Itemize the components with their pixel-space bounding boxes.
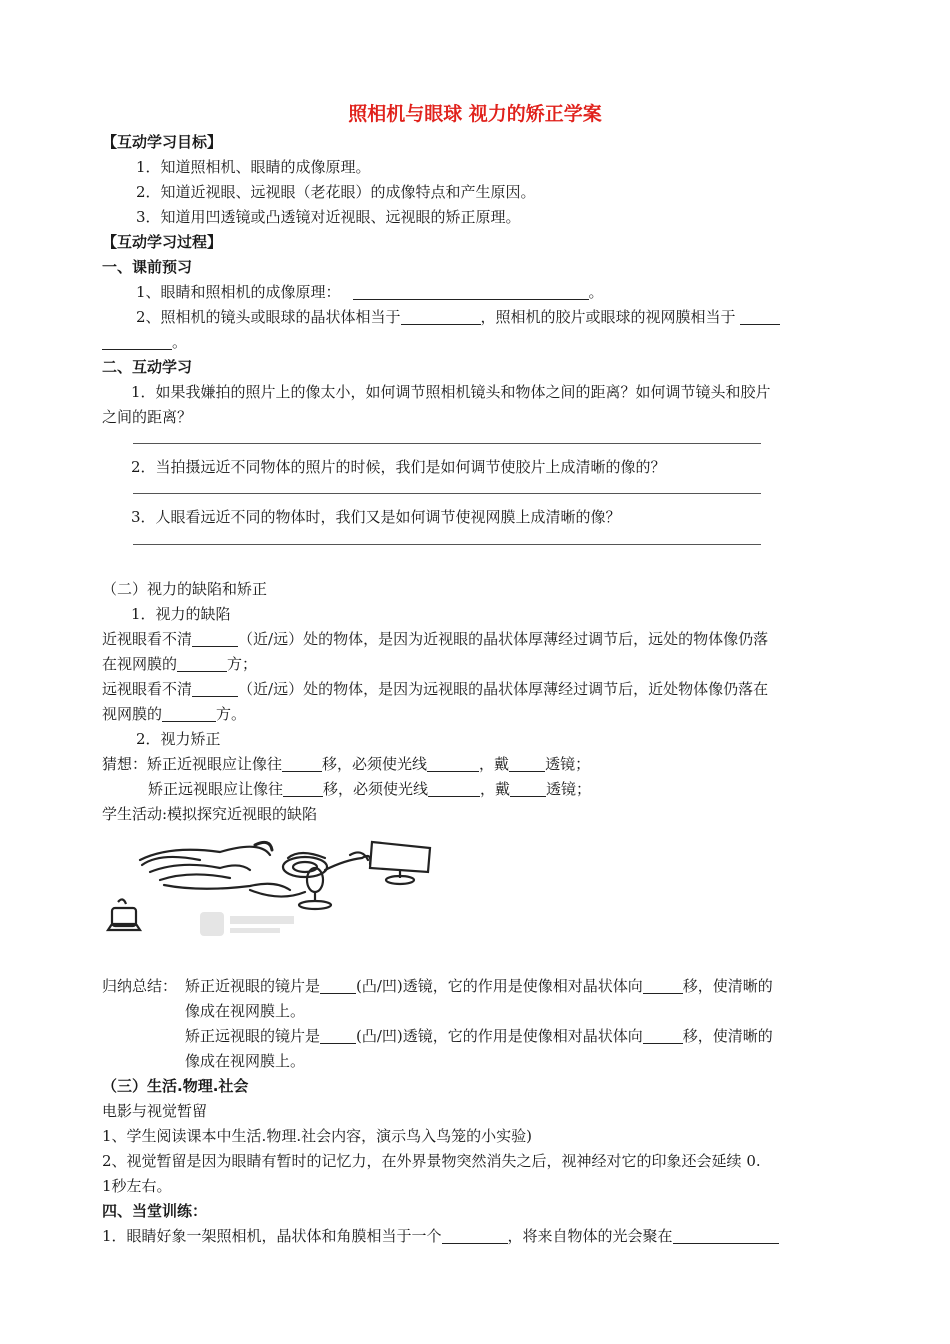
process-heading: 【互动学习过程】: [102, 233, 223, 251]
preview-q2-cont: [102, 331, 187, 353]
life-item-2-line2: 1秒左右。: [102, 1177, 172, 1195]
sum2-text-a: 矫正远视眼的镜片是: [185, 1027, 321, 1045]
training-heading: 四、当堂训练：: [102, 1202, 208, 1220]
preview-q1: [136, 281, 604, 303]
sum1-text-b: (凸/凹)透镜，它的作用是使像相对晶状体向: [356, 977, 643, 995]
answer-blank[interactable]: [353, 283, 589, 300]
vision-heading: （二）视力的缺陷和矫正: [102, 580, 268, 598]
candle-icon: [108, 899, 140, 930]
watermark-logo: [200, 912, 294, 936]
vision-sub1: 1．视力的缺陷: [131, 605, 231, 623]
interactive-q1-line1: 1．如果我嫌拍的照片上的像太小，如何调节照相机镜头和物体之间的距离？如何调节镜头和胶片: [131, 383, 771, 401]
objective-item-2: 2．知道近视眼、远视眼（老花眼）的成像特点和产生原因。: [136, 183, 536, 201]
answer-line[interactable]: [133, 544, 761, 545]
myopia-experiment-figure: [100, 830, 440, 945]
myopia-text-b: （近/远）处的物体，是因为近视眼的晶状体厚薄经过调节后，远处的物体像仍落: [238, 630, 769, 648]
myopia-line2: [102, 653, 257, 675]
interactive-q2: 2．当拍摄远近不同物体的照片的时候，我们是如何调节使胶片上成清晰的像的？: [131, 458, 666, 476]
guess1-text-b: 移，必须使光线: [322, 755, 428, 773]
hyperopia-text-d: 方。: [216, 705, 247, 723]
vision-sub2: 2．视力矫正: [136, 730, 221, 748]
answer-blank[interactable]: [320, 1027, 356, 1044]
answer-line[interactable]: [133, 493, 761, 494]
answer-blank[interactable]: [102, 333, 172, 350]
objective-item-3: 3．知道用凹透镜或凸透镜对近视眼、远视眼的矫正原理。: [136, 208, 521, 226]
preview-q2-text-a: 2、照相机的镜头或眼球的晶状体相当于: [136, 308, 401, 326]
answer-blank[interactable]: [509, 755, 545, 772]
answer-blank[interactable]: [401, 308, 481, 325]
page-title: 照相机与眼球 视力的矫正学案: [348, 103, 602, 125]
student-activity: 学生活动:模拟探究近视眼的缺陷: [102, 805, 318, 823]
answer-blank[interactable]: [192, 630, 238, 647]
guess2-text-d: 透镜；: [546, 780, 592, 798]
summary-line2-cont: 像成在视网膜上。: [185, 1052, 306, 1070]
guess-line1: [102, 753, 590, 775]
preview-q2-text-b: ，照相机的胶片或眼球的视网膜相当于: [480, 308, 736, 326]
life-item-1: 1、学生阅读课本中生活.物理.社会内容，演示鸟入鸟笼的小实验): [102, 1127, 532, 1145]
hyperopia-text-c: 视网膜的: [102, 705, 163, 723]
answer-blank[interactable]: [510, 780, 546, 797]
interactive-heading: 二、互动学习: [102, 358, 193, 376]
answer-blank[interactable]: [282, 755, 322, 772]
hyperopia-line1: [102, 678, 768, 700]
myopia-text-a: 近视眼看不清: [102, 630, 193, 648]
sum2-text-b: (凸/凹)透镜，它的作用是使像相对晶状体向: [356, 1027, 643, 1045]
training-q1-text-b: ，将来自物体的光会聚在: [507, 1227, 673, 1245]
answer-blank[interactable]: [192, 680, 238, 697]
answer-blank[interactable]: [283, 780, 323, 797]
preview-heading: 一、课前预习: [102, 258, 193, 276]
answer-blank[interactable]: [427, 755, 479, 772]
interactive-q3: 3．人眼看远近不同的物体时，我们又是如何调节使视网膜上成清晰的像？: [131, 508, 621, 526]
lens-stand: [299, 868, 331, 909]
training-q1-text-a: 1．眼睛好象一架照相机，晶状体和角膜相当于一个: [102, 1227, 442, 1245]
life-subtitle: 电影与视觉暂留: [102, 1102, 208, 1120]
myopia-text-d: 方；: [227, 655, 258, 673]
guess-line2: [148, 778, 591, 800]
objectives-heading: 【互动学习目标】: [102, 133, 223, 151]
screen-icon: [370, 842, 430, 884]
guess1-text-d: 透镜；: [545, 755, 591, 773]
life-item-2-line1: 2、视觉暂留是因为眼睛有暂时的记忆力，在外界景物突然消失之后，视神经对它的印象还会延续 0.: [102, 1152, 761, 1170]
guess2-text-b: 移，必须使光线: [323, 780, 429, 798]
sum1-text-a: 矫正近视眼的镜片是: [185, 977, 321, 995]
life-heading: （三）生活.物理.社会: [102, 1077, 249, 1095]
answer-blank[interactable]: [740, 308, 780, 325]
preview-q2-end: 。: [172, 333, 188, 351]
answer-blank[interactable]: [177, 655, 227, 672]
preview-q1-end: 。: [588, 283, 604, 301]
answer-line[interactable]: [133, 443, 761, 444]
objective-item-1: 1．知道照相机、眼睛的成像原理。: [136, 158, 371, 176]
myopia-line1: [102, 628, 768, 650]
sum1-text-c: 移，使清晰的: [682, 977, 773, 995]
summary-label: 归纳总结：: [102, 977, 178, 995]
answer-blank[interactable]: [320, 977, 356, 994]
preview-q2: [136, 306, 780, 328]
summary-line1-cont: 像成在视网膜上。: [185, 1002, 306, 1020]
answer-blank[interactable]: [162, 705, 216, 722]
eye-model-sketch: [140, 842, 370, 896]
guess1-text-c: ，戴: [479, 755, 510, 773]
answer-blank[interactable]: [428, 780, 480, 797]
hyperopia-text-a: 远视眼看不清: [102, 680, 193, 698]
summary-line2: [185, 1025, 773, 1047]
preview-q1-text: 1、眼睛和照相机的成像原理：: [136, 283, 341, 301]
answer-blank[interactable]: [643, 1027, 683, 1044]
training-q1: [102, 1225, 779, 1247]
summary-line1: [185, 975, 773, 997]
guess1-text-a: 矫正近视眼应让像往: [147, 755, 283, 773]
hyperopia-line2: [102, 703, 246, 725]
hyperopia-text-b: （近/远）处的物体，是因为远视眼的晶状体厚薄经过调节后，近处物体像仍落在: [238, 680, 769, 698]
guess-label: 猜想：: [102, 755, 148, 773]
answer-blank[interactable]: [673, 1227, 779, 1244]
guess2-text-c: ，戴: [480, 780, 511, 798]
guess2-text-a: 矫正远视眼应让像往: [148, 780, 284, 798]
myopia-text-c: 在视网膜的: [102, 655, 178, 673]
sum2-text-c: 移，使清晰的: [682, 1027, 773, 1045]
interactive-q1-line2: 之间的距离？: [102, 408, 193, 426]
answer-blank[interactable]: [643, 977, 683, 994]
answer-blank[interactable]: [442, 1227, 508, 1244]
